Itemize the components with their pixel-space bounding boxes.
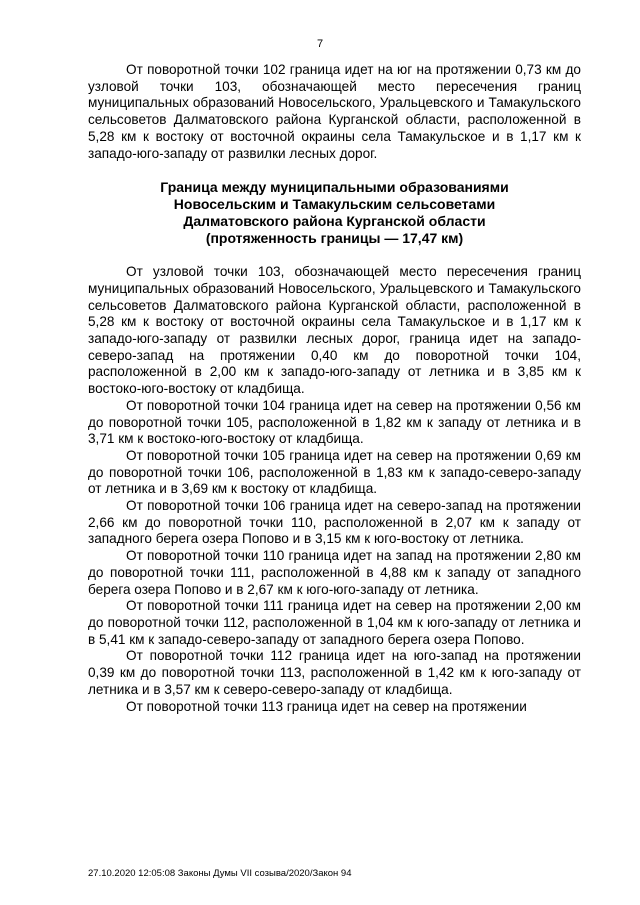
- heading-line: (протяженность границы — 17,47 км): [205, 230, 464, 247]
- heading-line: Новосельским и Тамакульским сельсоветами: [173, 196, 496, 213]
- paragraph: От поворотной точки 112 граница идет на юго-запад на протяжении 0,39 км до поворотной точки 113, расположенной в 1,42 км к юго-западу от летника и в 3,57 км к северо-северо-западу от кладбища.: [88, 648, 581, 697]
- spacer: [88, 162, 581, 179]
- paragraph: От поворотной точки 110 граница идет на запад на протяжении 2,80 км до поворотной точки 111, расположенной в 4,88 км к западу от западного берега озера Попово и в 2,67 км к юго-юго-западу от летника.: [88, 548, 581, 597]
- paragraph: От поворотной точки 105 граница идет на север на протяжении 0,69 км до поворотной точки 106, расположенной в 1,83 км к западо-северо-западу от летника и в 3,69 км к востоку от кладбища.: [88, 447, 581, 497]
- paragraph: От поворотной точки 106 граница идет на северо-запад на протяжении 2,66 км до поворотной точки 110, расположенной в 2,07 км к западу от западного берега озера Попово и в 3,15 км к юго-востоку от летника.: [88, 498, 581, 547]
- heading-line: Далматовского района Курганской области: [183, 213, 486, 230]
- document-body: [88, 62, 581, 715]
- paragraph: От узловой точки 103, обозначающей место пересечения границ муниципальных образований Новосельского, Уральцевского и Тамакульского сельсоветов Далматовского района Курганской области, расположенной в 5,28 км к востоку от восточной окраины села Тамакульское и в 1,17 км к западо-юго-западу от развилки лесных дорог, граница идет на западо-северо-запад на протяжении 0,40 км до поворотной точки 104, расположенной в 2,00 км к западо-юго-западу от летника и в 3,85 км к востоко-юго-востоку от кладбища.: [88, 264, 581, 397]
- spacer: [88, 247, 581, 264]
- paragraph-intro: От поворотной точки 102 граница идет на юг на протяжении 0,73 км до узловой точки 103, обозначающей место пересечения границ муниципальных образований Новосельского, Уральцевского и Тамакульского сельсоветов Далматовского района Курганской области, расположенной в 5,28 км к востоку от восточной окраины села Тамакульское и в 1,17 км к западо-юго-западу от развилки лесных дорог.: [88, 62, 581, 161]
- paragraph: От поворотной точки 111 граница идет на север на протяжении 2,00 км до поворотной точки 112, расположенной в 1,04 км к юго-западу от летника и в 5,41 км к западо-северо-западу от западного берега озера Попово.: [88, 598, 581, 647]
- paragraph: От поворотной точки 113 граница идет на север на протяжении: [126, 698, 527, 714]
- paragraph: От поворотной точки 104 граница идет на север на протяжении 0,56 км до поворотной точки 105, расположенной в 1,82 км к западу от летника и в 3,71 км к востоко-юго-востоку от кладбища.: [88, 397, 581, 447]
- heading-line: Граница между муниципальными образованиями: [160, 179, 509, 196]
- page-number: 7: [316, 38, 324, 50]
- document-footer: 27.10.2020 12:05:08 Законы Думы VII созыва/2020/Закон 94: [88, 868, 352, 879]
- section-heading: [88, 179, 581, 247]
